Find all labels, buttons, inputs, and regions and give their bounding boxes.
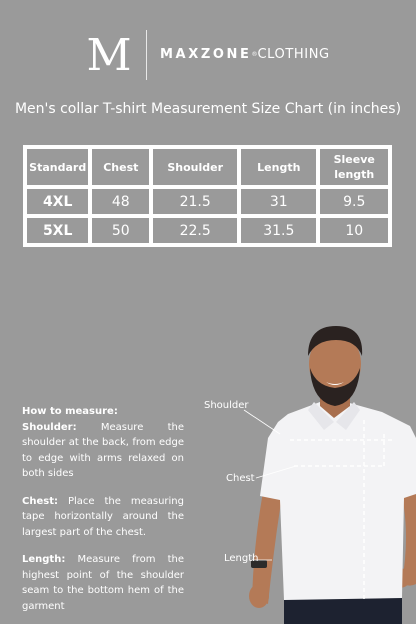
- shoulder-instruction: [22, 420, 184, 482]
- shoulder-instruction-label: Shoulder:: [22, 421, 77, 433]
- howto-heading: How to measure:: [22, 406, 118, 417]
- brand-name-light: CLOTHING: [257, 47, 330, 62]
- model-illustration: [196, 316, 416, 624]
- brand-wordmark: [160, 47, 330, 63]
- chest-instruction-label: Chest:: [22, 495, 58, 507]
- col-header-shoulder: Shoulder: [151, 147, 239, 187]
- cell-standard: 4XL: [25, 187, 90, 216]
- chest-instruction: [22, 494, 184, 541]
- chest-instruction-text: Place the measuring tape horizontally around the largest part of the chest.: [22, 495, 184, 538]
- logo-letter: M: [86, 32, 132, 76]
- brand-logo: [86, 32, 132, 76]
- callout-chest: Chest: [226, 473, 255, 484]
- cell-sleeve-length: 9.5: [318, 187, 390, 216]
- col-header-chest: Chest: [90, 147, 151, 187]
- cell-shoulder: 22.5: [151, 216, 239, 245]
- table-row: [25, 187, 390, 216]
- col-header-standard: Standard: [25, 147, 90, 187]
- brand-trademark: ®: [251, 51, 258, 58]
- cell-standard: 5XL: [25, 216, 90, 245]
- cell-chest: 50: [90, 216, 151, 245]
- shoulder-instruction-text: Measure the shoulder at the back, from edge to edge with arms relaxed on both sides: [22, 421, 184, 479]
- callout-length: Length: [224, 553, 259, 564]
- cell-sleeve-length: 10: [318, 216, 390, 245]
- cell-chest: 48: [90, 187, 151, 216]
- brand-name-bold: MAXZONE: [160, 47, 252, 62]
- size-table: [23, 145, 392, 247]
- length-instruction: [22, 552, 184, 614]
- length-instruction-label: Length:: [22, 554, 66, 565]
- logo-divider: [146, 30, 147, 80]
- shirt-shape: [260, 402, 416, 600]
- table-header-row: [25, 147, 390, 187]
- length-instruction-text: Measure from the highest point of the shoulder seam to the bottom hem of the garment: [22, 554, 184, 612]
- measurement-instructions: [22, 404, 184, 624]
- sleeve-header-text: Sleeve length: [333, 153, 375, 181]
- callout-shoulder: Shoulder: [204, 400, 249, 411]
- page-title: Men's collar T-shirt Measurement Size Chart (in inches): [14, 101, 402, 117]
- col-header-length: Length: [239, 147, 318, 187]
- model-figure: [196, 316, 416, 624]
- table-row: [25, 216, 390, 245]
- cell-shoulder: 21.5: [151, 187, 239, 216]
- col-header-sleeve-length: [318, 147, 390, 187]
- cell-length: 31: [239, 187, 318, 216]
- left-hand: [249, 584, 269, 608]
- cell-length: 31.5: [239, 216, 318, 245]
